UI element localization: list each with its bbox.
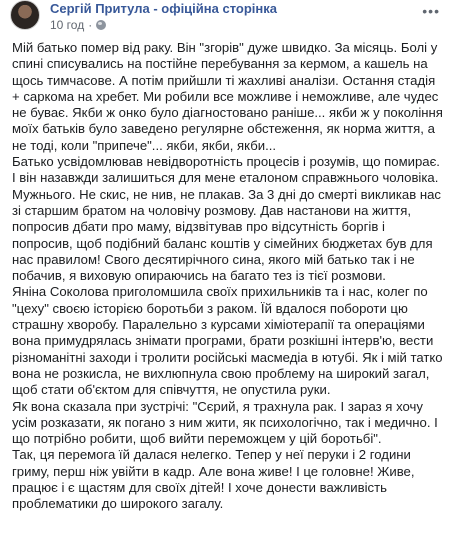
post-body	[12, 40, 444, 513]
meta-separator: ·	[88, 18, 93, 32]
post-meta	[50, 18, 106, 32]
author-name[interactable]: Сергій Притула - офіційна сторінка	[50, 1, 277, 16]
post-paragraph: Батько усвідомлював невідворотність процесів і розумів, що помирає. І він назавжди залишиться для мене еталоном справжнього чоловіка. Мужнього. Не скис, не нив, не плакав. За 3 дні до смерті викликав нас зі старшим братом на чоловічу розмову. Дав настанови на життя, попросив дбати про маму, відзвітував про відсутність боргів і попросив, щоб подібний баланс коштів у сімейних бюджетах був для нас правилом! Свого десятирічного сина, якого мій батько так і не побачив, я виховую опираючись на багато тез із тієї розмови.	[12, 154, 441, 284]
post-timestamp[interactable]: 10 год	[50, 18, 85, 32]
post-paragraph: Як вона сказала при зустрічі: "Сєрий, я трахнула рак. І зараз я хочу усім розказати, як погано з ним жити, як психологічно, так і медично. І що потрібно робити, щоб вийти переможцем у цій боротьбі".	[12, 398, 438, 447]
post-paragraph: Мій батько помер від раку. Він "згорів" дуже швидко. За місяць. Болі у спині списувались на постійне перебування за кермом, а кашель на щось тимчасове. А потім прийшли ті жахливі аналізи. Остання стадія + саркома на хребет. Ми робили все можливе і неможливе, але чудес не буває. Якби ж онко було діагностовано раніше... якби ж у покоління моїх батьків було заведено регулярне обстеження, як норма життя, а не тоді, коли "припече"... якби, якби, якби...	[12, 40, 443, 153]
globe-icon[interactable]	[96, 20, 106, 30]
post-paragraph: Яніна Соколова приголомшила своїх прихильників та і нас, колег по "цеху" своєю історією боротьби з раком. Їй вдалося побороти цю страшну хворобу. Паралельно з курсами хіміотерапії та операціями вона примудрялась знімати програми, брати розкішні інтерв'ю, вести різноманітні заходи і тролити російські масмедіа в ютубі. Як і мій татко вона не розкисла, не вихлюпнула свою проблему на широкий загал, щоб стати об'єктом для співчуття, не опустила руки.	[12, 284, 443, 398]
avatar[interactable]	[10, 0, 40, 30]
more-horizontal-icon[interactable]: •••	[422, 3, 440, 19]
post-paragraph: Так, ця перемога їй далася нелегко. Тепер у неї перуки і 2 години гриму, перш ніж увійти в кадр. Але вона живе! І це головне! Живе, працює і є щастям для своїх дітей! І хоче донести важливість проблематики до широкого загалу.	[12, 447, 415, 512]
post-header	[0, 0, 450, 40]
